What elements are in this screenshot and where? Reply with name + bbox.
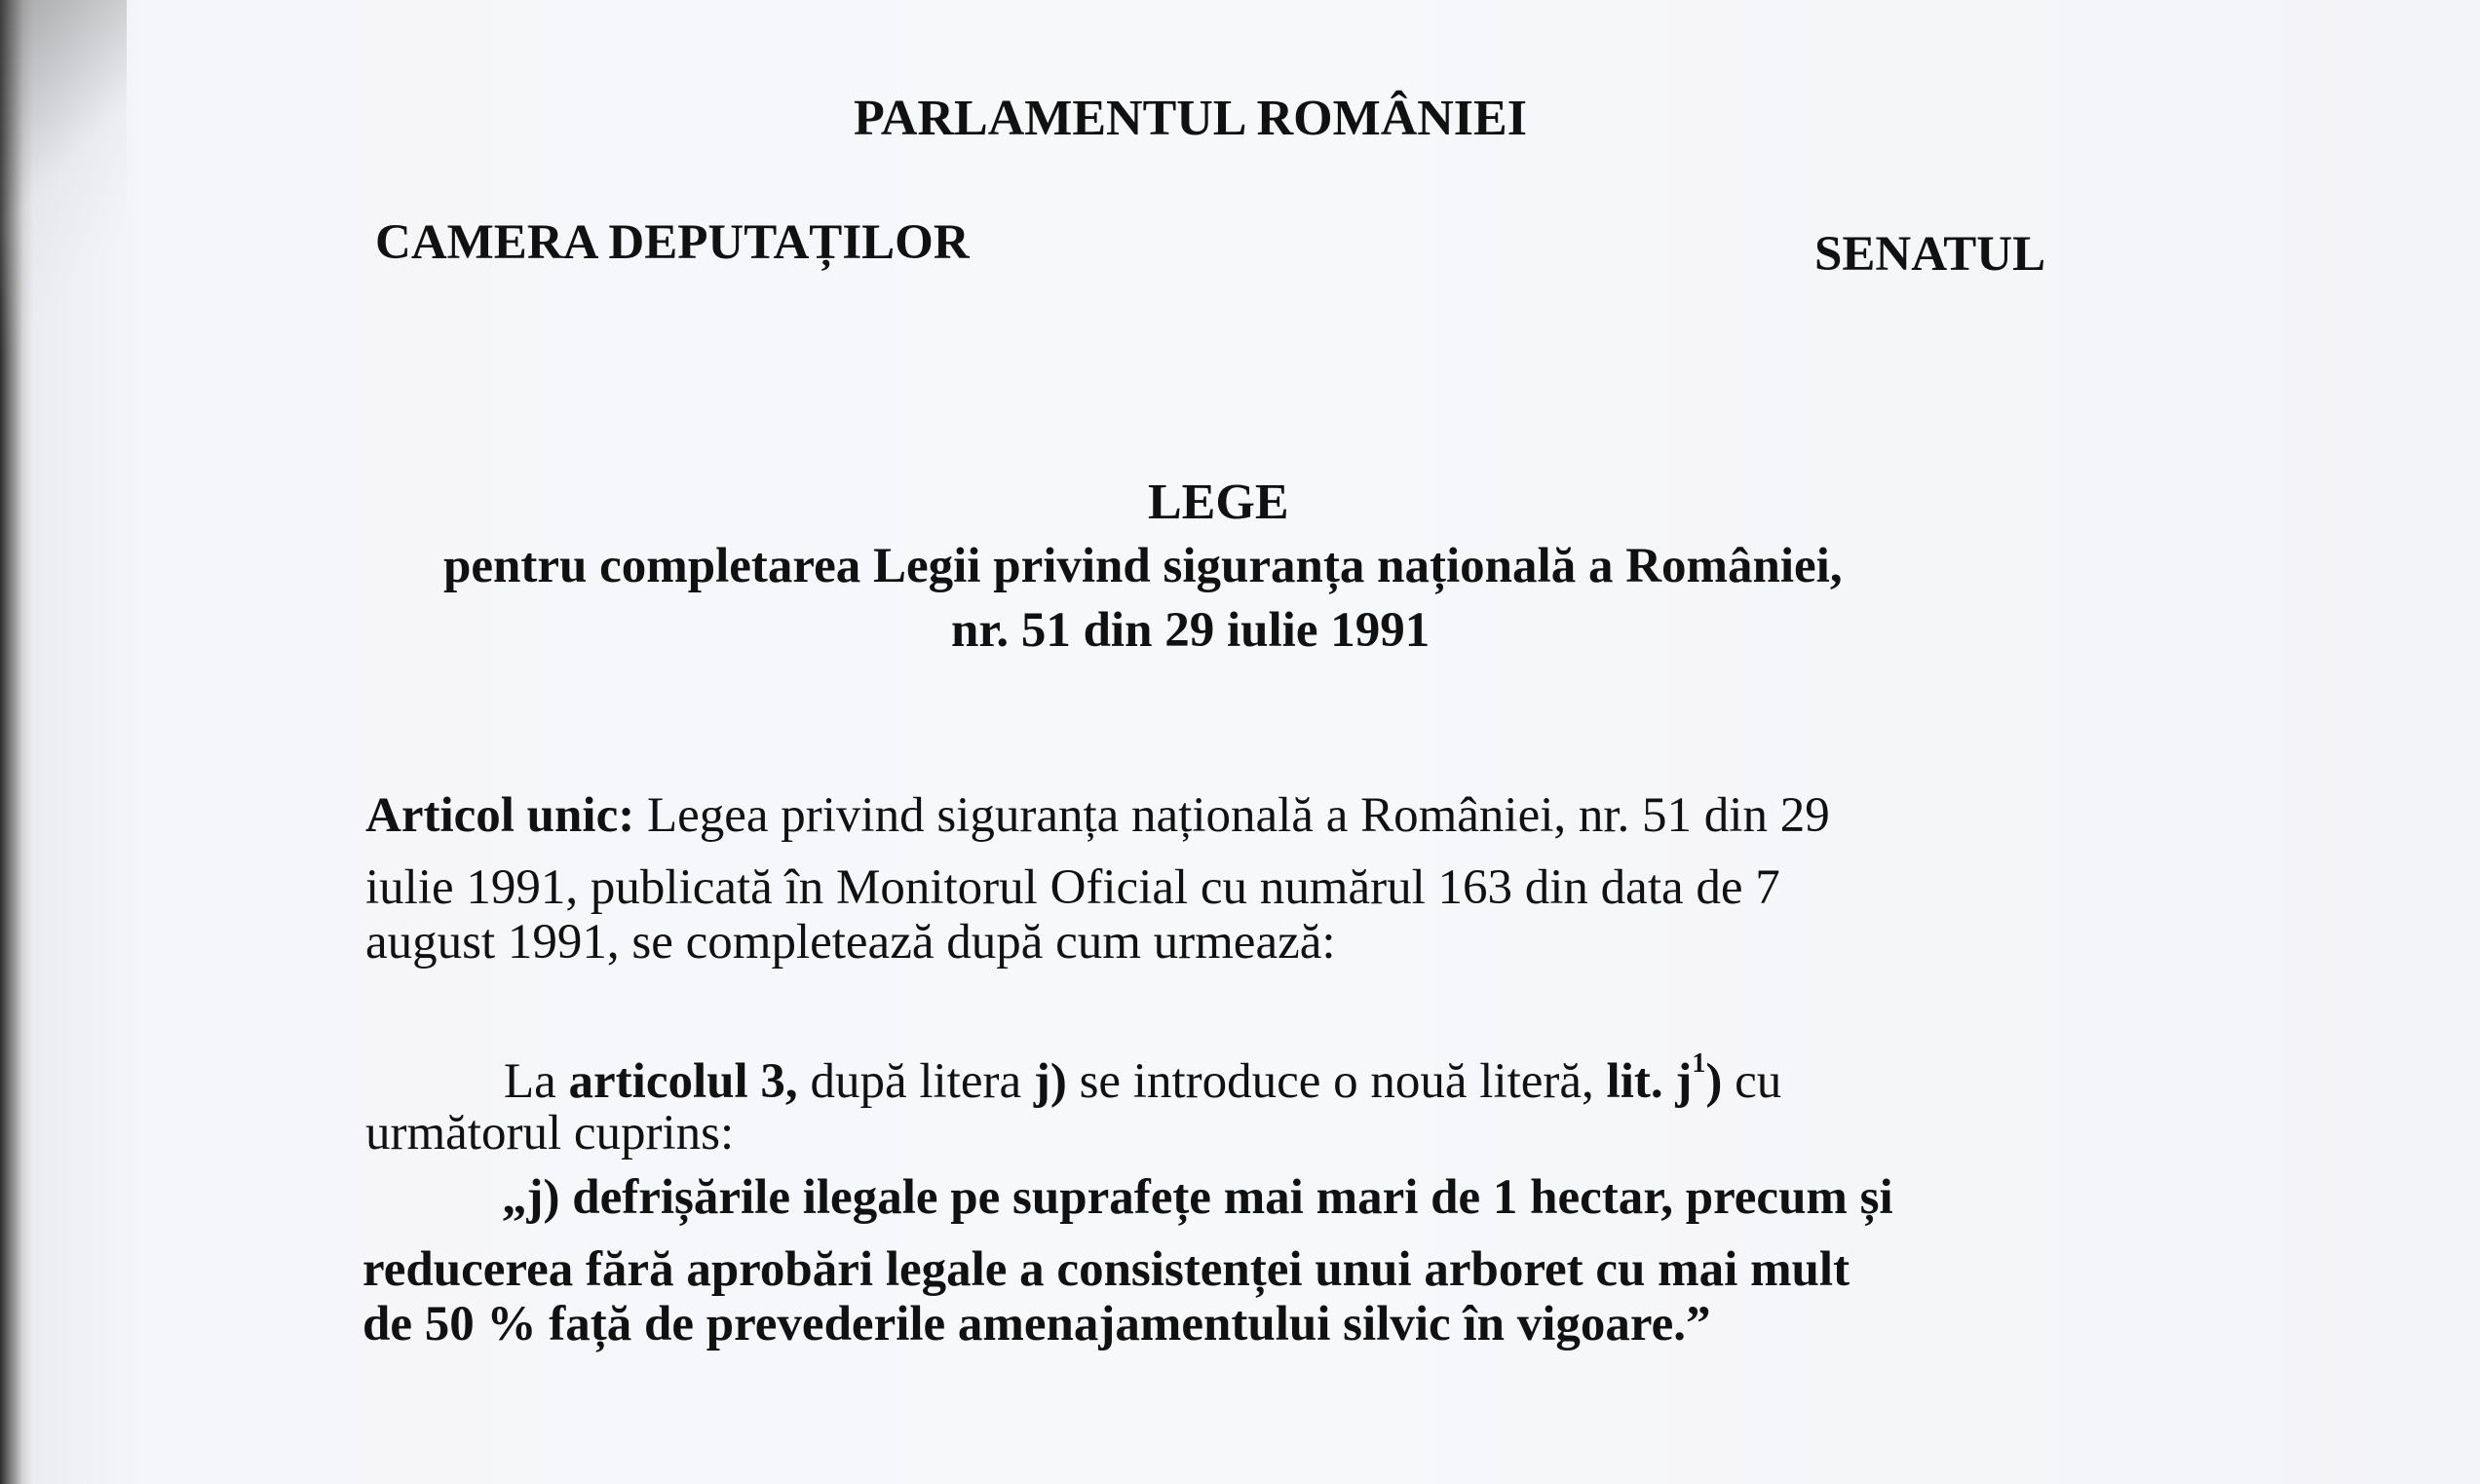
- amendment-article-ref: articolul 3,: [568, 1054, 798, 1109]
- quote-line-3: de 50 % față de prevederile amenajamentului silvic în vigoare.”: [362, 1297, 1711, 1351]
- amendment-letter-j: j): [1033, 1054, 1067, 1109]
- amendment-la: La: [504, 1054, 556, 1109]
- law-heading: LEGE: [1148, 475, 1289, 530]
- amendment-lit-superscript: 1: [1692, 1048, 1706, 1079]
- article-line-1-text: Legea privind siguranța națională a României, nr. 51 din 29: [646, 788, 1830, 843]
- law-title-line-2: nr. 51 din 29 iulie 1991: [951, 603, 1431, 658]
- quote-line-2: reducerea fără aprobări legale a consistenței unui arboret cu mai mult: [362, 1242, 1850, 1297]
- article-line-2: iulie 1991, publicată în Monitorul Oficial cu numărul 163 din data de 7: [365, 860, 1780, 915]
- amendment-line-1: [504, 1050, 1781, 1107]
- amendment-introduce: se introduce o nouă literă,: [1079, 1054, 1594, 1109]
- amendment-cu: cu: [1735, 1054, 1782, 1109]
- amendment-lit: lit. j: [1606, 1054, 1693, 1109]
- article-line-1: [365, 788, 1830, 843]
- law-title-line-1: pentru completarea Legii privind siguranța națională a României,: [443, 539, 1843, 593]
- chamber-senate: SENATUL: [1814, 227, 2046, 282]
- article-label: Articol unic:: [365, 788, 635, 843]
- amendment-after: după litera: [810, 1054, 1022, 1109]
- chamber-deputies: CAMERA DEPUTAȚILOR: [375, 215, 970, 270]
- amendment-line-2: următorul cuprins:: [365, 1106, 735, 1161]
- article-line-3: august 1991, se completează după cum urmează:: [365, 915, 1336, 970]
- parliament-title: PARLAMENTUL ROMÂNIEI: [854, 91, 1527, 146]
- amendment-lit-close: ): [1705, 1054, 1723, 1109]
- page-fold-shadow: [0, 0, 127, 390]
- quote-line-1: „j) defrișările ilegale pe suprafețe mai mari de 1 hectar, precum și: [502, 1170, 1893, 1225]
